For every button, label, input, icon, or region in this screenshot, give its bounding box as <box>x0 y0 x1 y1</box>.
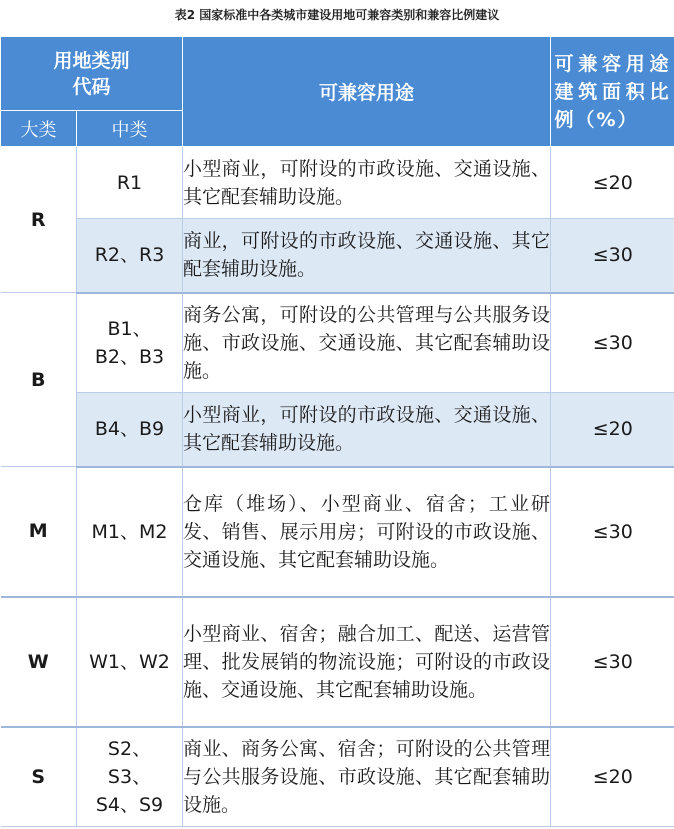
sub-category-cell: M1、M2 <box>77 467 183 597</box>
major-category-cell: M <box>1 467 77 597</box>
table-row <box>1 597 674 727</box>
land-use-compatibility-table <box>0 36 674 827</box>
compatible-use-cell: 小型商业，可附设的市政设施、交通设施、其它配套辅助设施。 <box>183 393 551 467</box>
table-row <box>1 219 674 293</box>
major-category-cell: R <box>1 147 77 293</box>
sub-category-cell: B1、B2、B3 <box>77 293 183 393</box>
major-category-cell: W <box>1 597 77 727</box>
major-category-cell: S <box>1 727 77 827</box>
header-major: 大类 <box>1 111 77 147</box>
ratio-cell: ≤30 <box>551 597 674 727</box>
header-use: 可兼容用途 <box>183 37 551 147</box>
table-row <box>1 467 674 597</box>
sub-category-cell: R2、R3 <box>77 219 183 293</box>
header-code-group: 用地类别代码 <box>1 37 183 111</box>
major-category-cell: B <box>1 293 77 467</box>
sub-category-cell: B4、B9 <box>77 393 183 467</box>
ratio-cell: ≤20 <box>551 727 674 827</box>
ratio-cell: ≤30 <box>551 293 674 393</box>
sub-category-cell: S2、S3、S4、S9 <box>77 727 183 827</box>
compatible-use-cell: 小型商业、宿舍；融合加工、配送、运营管理、批发展销的物流设施；可附设的市政设施、交通设施、其它配套辅助设施。 <box>183 597 551 727</box>
compatible-use-cell: 商业，可附设的市政设施、交通设施、其它配套辅助设施。 <box>183 219 551 293</box>
sub-category-cell: W1、W2 <box>77 597 183 727</box>
ratio-cell: ≤20 <box>551 147 674 219</box>
ratio-cell: ≤30 <box>551 467 674 597</box>
table-row <box>1 293 674 393</box>
ratio-cell: ≤30 <box>551 219 674 293</box>
table-caption: 表2 国家标准中各类城市建设用地可兼容类别和兼容比例建议 <box>174 8 500 22</box>
table-row <box>1 727 674 827</box>
header-ratio: 可兼容用途建筑面积比例（%） <box>551 37 674 147</box>
header-sub: 中类 <box>77 111 183 147</box>
compatible-use-cell: 仓库（堆场）、小型商业、宿舍；工业研发、销售、展示用房；可附设的市政设施、交通设施、其它配套辅助设施。 <box>183 467 551 597</box>
sub-category-cell: R1 <box>77 147 183 219</box>
ratio-cell: ≤20 <box>551 393 674 467</box>
compatible-use-cell: 小型商业，可附设的市政设施、交通设施、其它配套辅助设施。 <box>183 147 551 219</box>
table-row <box>1 147 674 219</box>
compatible-use-cell: 商务公寓，可附设的公共管理与公共服务设施、市政设施、交通设施、其它配套辅助设施。 <box>183 293 551 393</box>
compatible-use-cell: 商业、商务公寓、宿舍；可附设的公共管理与公共服务设施、市政设施、其它配套辅助设施。 <box>183 727 551 827</box>
table-row <box>1 393 674 467</box>
